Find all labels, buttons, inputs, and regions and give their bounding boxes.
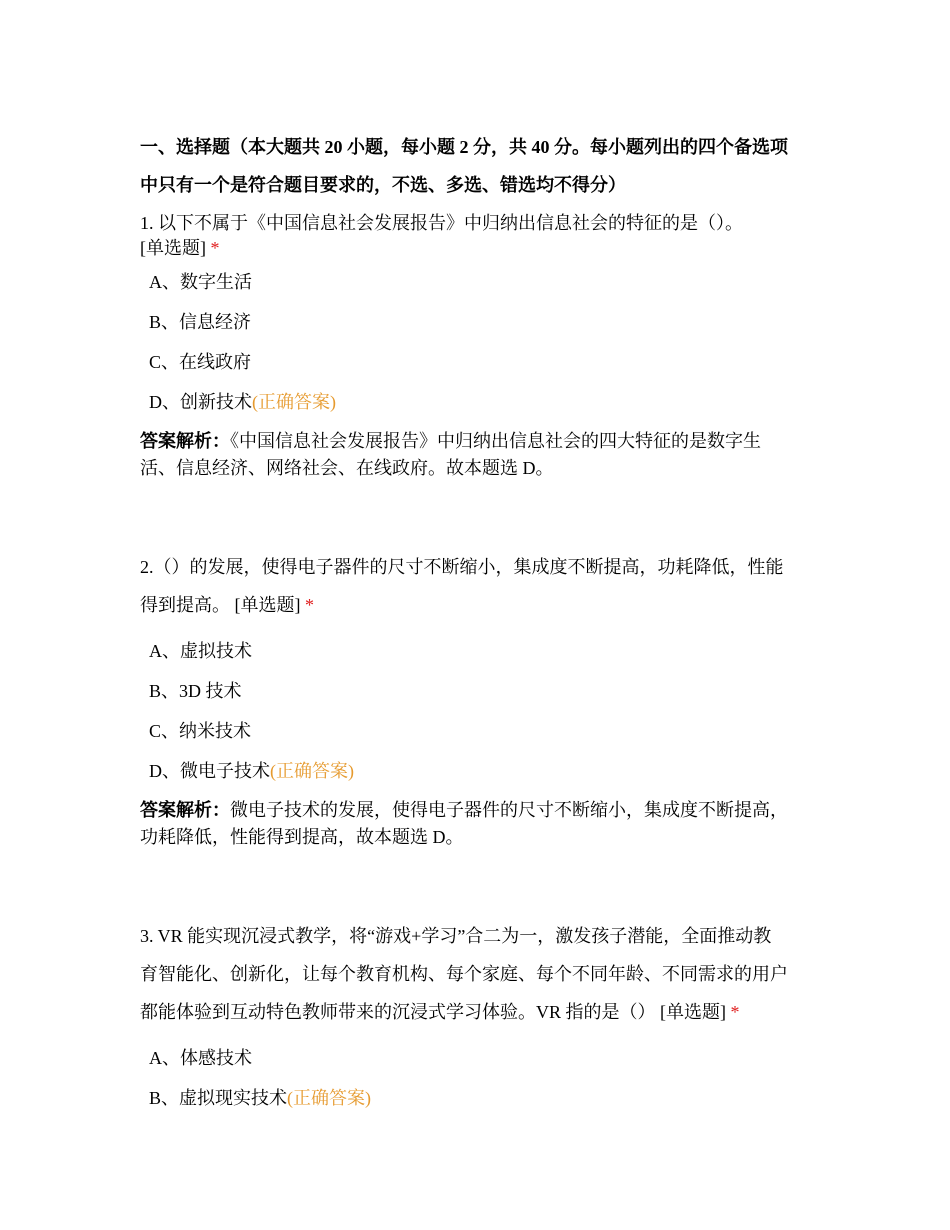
question-3-stem-line-2: 育智能化、创新化，让每个教育机构、每个家庭、每个不同年龄、不同需求的用户 (140, 964, 788, 984)
question-1-analysis-line-1 (140, 429, 761, 453)
question-type-label: [单选题] (140, 238, 211, 258)
question-1-stem-line-1: 1. 以下不属于《中国信息社会发展报告》中归纳出信息社会的特征的是（）。 (140, 213, 743, 233)
question-3-stem-line-1: 3. VR 能实现沉浸式教学，将“游戏+学习”合二为一，激发孩子潜能，全面推动教 (140, 926, 772, 946)
question-2-analysis-line-2: 功耗降低，性能得到提高，故本题选 D。 (140, 827, 464, 847)
question-1-option-c: C、在线政府 (149, 352, 252, 372)
question-3-stem-line-3 (140, 1000, 740, 1024)
required-mark: * (730, 1002, 740, 1022)
question-2-analysis-line-1 (140, 798, 788, 822)
question-1-option-d (149, 390, 336, 414)
section-title-line-1: 一、选择题（本大题共 20 小题，每小题 2 分，共 40 分。每小题列出的四个备选项 (140, 137, 788, 157)
option-text: D、创新技术 (149, 392, 252, 412)
correct-answer-tag: (正确答案) (252, 392, 336, 412)
question-2-option-b: B、3D 技术 (149, 681, 242, 701)
option-text: D、微电子技术 (149, 761, 270, 781)
question-3-option-b (149, 1086, 371, 1110)
required-mark: * (305, 595, 314, 615)
analysis-label: 答案解析： (140, 431, 230, 451)
question-2-stem-line-2 (140, 593, 314, 617)
correct-answer-tag: (正确答案) (270, 761, 354, 781)
question-1-option-b: B、信息经济 (149, 312, 252, 332)
question-2-option-d (149, 759, 354, 783)
question-2-option-c: C、纳米技术 (149, 721, 252, 741)
section-title-line-2: 中只有一个是符合题目要求的，不选、多选、错选均不得分） (140, 175, 626, 195)
question-1-option-a: A、数字生活 (149, 272, 252, 292)
option-text: B、虚拟现实技术 (149, 1088, 288, 1108)
question-1-stem-line-2 (140, 236, 220, 260)
question-type-label: 得到提高。 [单选题] (140, 595, 305, 615)
correct-answer-tag: (正确答案) (287, 1088, 372, 1108)
question-1-analysis-line-2: 活、信息经济、网络社会、在线政府。故本题选 D。 (140, 458, 554, 478)
required-mark: * (210, 238, 220, 258)
question-3-option-a: A、体感技术 (149, 1048, 252, 1068)
analysis-text: 微电子技术的发展，使得电子器件的尺寸不断缩小，集成度不断提高， (230, 800, 788, 820)
question-2-option-a: A、虚拟技术 (149, 641, 252, 661)
question-2-stem-line-1: 2.（）的发展，使得电子器件的尺寸不断缩小，集成度不断提高，功耗降低，性能 (140, 557, 784, 577)
analysis-label: 答案解析： (140, 800, 230, 820)
question-stem-text: 都能体验到互动特色教师带来的沉浸式学习体验。VR 指的是（） [单选题] (140, 1002, 731, 1022)
analysis-text: 《中国信息社会发展报告》中归纳出信息社会的四大特征的是数字生 (230, 431, 761, 451)
